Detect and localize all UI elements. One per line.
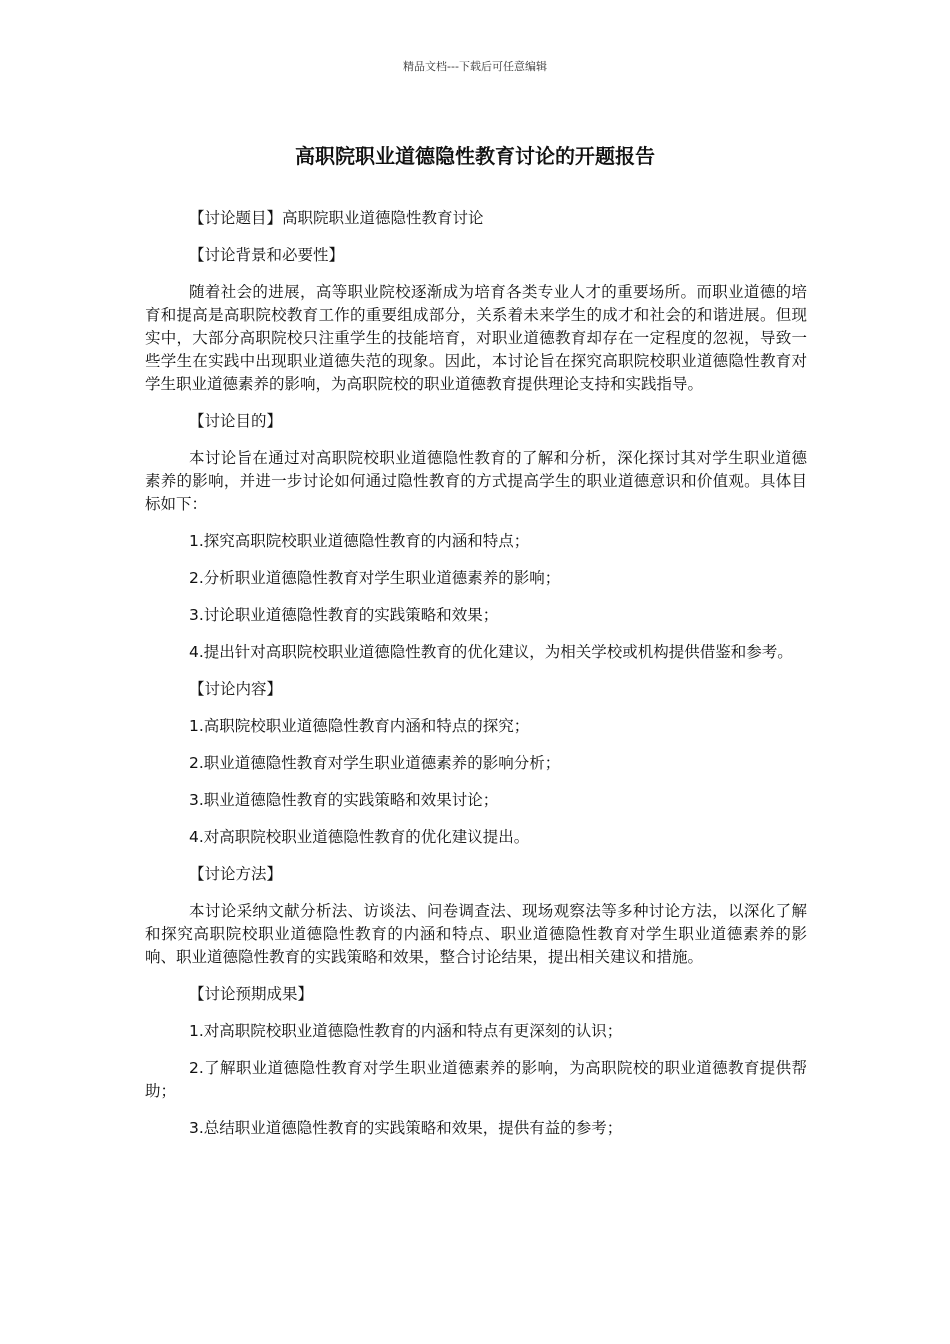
research-topic: 【讨论题目】高职院职业道德隐性教育讨论 — [189, 209, 484, 227]
purpose-item: 1.探究高职院校职业道德隐性教育的内涵和特点； — [189, 532, 530, 550]
content-item: 4.对高职院校职业道德隐性教育的优化建议提出。 — [189, 828, 530, 846]
section-heading-background: 【讨论背景和必要性】 — [189, 246, 345, 264]
purpose-item: 4.提出针对高职院校职业道德隐性教育的优化建议，为相关学校或机构提供借鉴和参考。 — [189, 643, 793, 661]
purpose-item: 3.讨论职业道德隐性教育的实践策略和效果； — [189, 606, 499, 624]
content-item: 3.职业道德隐性教育的实践策略和效果讨论； — [189, 791, 499, 809]
section-heading-method: 【讨论方法】 — [189, 865, 283, 883]
document-title: 高职院职业道德隐性教育讨论的开题报告 — [295, 144, 655, 168]
purpose-paragraph: 本讨论旨在通过对高职院校职业道德隐性教育的了解和分析，深化探讨其对学生职业道德素养的影响，并进一步讨论如何通过隐性教育的方式提高学生的职业道德意识和价值观。具体目标如下： — [145, 449, 807, 513]
document-body — [145, 207, 807, 1154]
outcome-item: 3.总结职业道德隐性教育的实践策略和效果，提供有益的参考； — [189, 1119, 623, 1137]
outcome-item: 1.对高职院校职业道德隐性教育的内涵和特点有更深刻的认识； — [189, 1022, 623, 1040]
content-item: 2.职业道德隐性教育对学生职业道德素养的影响分析； — [189, 754, 561, 772]
section-heading-content: 【讨论内容】 — [189, 680, 283, 698]
section-heading-outcomes: 【讨论预期成果】 — [189, 985, 314, 1003]
content-item: 1.高职院校职业道德隐性教育内涵和特点的探究； — [189, 717, 530, 735]
section-heading-purpose: 【讨论目的】 — [189, 412, 283, 430]
outcome-item: 2.了解职业道德隐性教育对学生职业道德素养的影响，为高职院校的职业道德教育提供帮助； — [145, 1059, 807, 1100]
purpose-item: 2.分析职业道德隐性教育对学生职业道德素养的影响； — [189, 569, 561, 587]
background-paragraph: 随着社会的进展，高等职业院校逐渐成为培育各类专业人才的重要场所。而职业道德的培育和提高是高职院校教育工作的重要组成部分，关系着未来学生的成才和社会的和谐进展。但现实中，大部分高职院校只注重学生的技能培育，对职业道德教育却存在一定程度的忽视，导致一些学生在实践中出现职业道德失范的现象。因此，本讨论旨在探究高职院校职业道德隐性教育对学生职业道德素养的影响，为高职院校的职业道德教育提供理论支持和实践指导。 — [145, 283, 807, 393]
method-paragraph: 本讨论采纳文献分析法、访谈法、问卷调查法、现场观察法等多种讨论方法，以深化了解和探究高职院校职业道德隐性教育的内涵和特点、职业道德隐性教育对学生职业道德素养的影响、职业道德隐性教育的实践策略和效果，整合讨论结果，提出相关建议和措施。 — [145, 902, 807, 966]
header-note: 精品文档---下载后可任意编辑 — [403, 60, 547, 73]
